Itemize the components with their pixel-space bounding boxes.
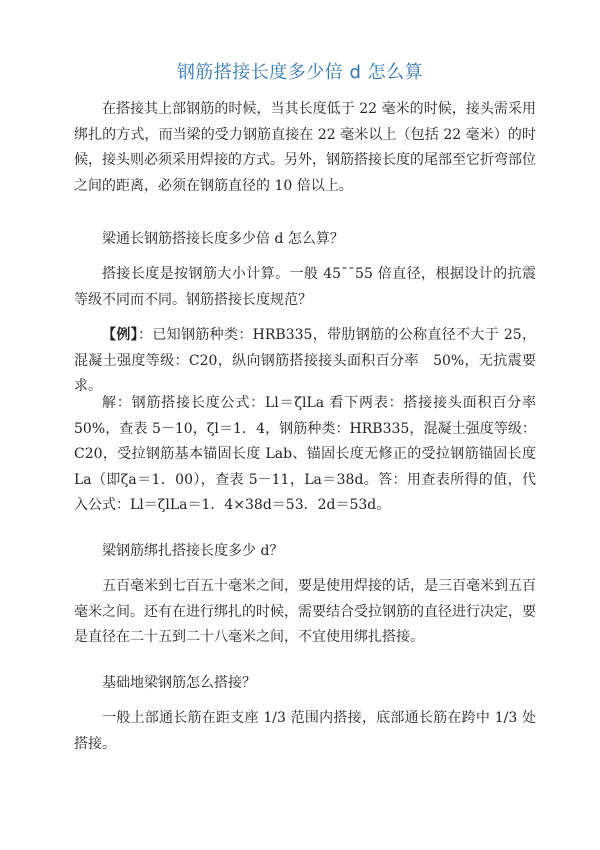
- example-text: ：已知钢筋种类：HRB335，带肋钢筋的公称直径不大于 25，混凝土强度等级：C20，纵向钢筋搭接接头面积百分率 50%，无抗震要求。: [74, 327, 536, 394]
- example-label: 【例】: [102, 327, 138, 343]
- paragraph-lap-length-answer: 搭接长度是按钢筋大小计算。一般 45¯¯55 倍直径，根据设计的抗震等级不同而不同。钢筋搭接长度规范？: [74, 266, 536, 308]
- question-beam-lap-length: 梁通长钢筋搭接长度多少倍 d 怎么算？: [102, 231, 344, 247]
- paragraph-example: [74, 323, 536, 400]
- question-foundation-beam: 基础地梁钢筋怎么搭接？: [102, 675, 256, 691]
- question-binding-lap-length: 梁钢筋绑扎搭接长度多少 d？: [102, 543, 284, 559]
- paragraph-binding-answer: 五百毫米到七百五十毫米之间，要是使用焊接的话，是三百毫米到五百毫米之间。还有在进行绑扎的时候，需要结合受拉钢筋的直径进行决定，要是直径在二十五到二十八毫米之间，不宜使用绑扎搭接。: [74, 578, 536, 645]
- page-title: 钢筋搭接长度多少倍 d 怎么算: [176, 62, 424, 83]
- paragraph-foundation-answer: 一般上部通长筋在距支座 1/3 范围内搭接，底部通长筋在跨中 1/3 处搭接。: [74, 710, 536, 752]
- paragraph-welding-rule: 在搭接其上部钢筋的时候，当其长度低于 22 毫米的时候，接头需采用绑扎的方式，而当梁的受力钢筋直接在 22 毫米以上（包括 22 毫米）的时候，接头则必须采用焊接的方式。另外，钢筋搭接长度的尾部至它折弯部位之间的距离，必须在钢筋直径的 10 倍以上。: [74, 101, 536, 194]
- paragraph-solution: 解：钢筋搭接长度公式：Ll＝ζlLa 看下两表：搭接接头面积百分率50%，查表 5－10，ζl＝1．4，钢筋种类：HRB335，混凝土强度等级：C20，受拉钢筋基本锚固长度 Lab、锚固长度无修正的受拉钢筋锚固长度La（即ζa＝1．00），查表 5－11，La＝38d。答：用查表所得的值，代入公式：Ll＝ζlLa＝1．4×38d＝53．2d＝53d。: [74, 395, 536, 513]
